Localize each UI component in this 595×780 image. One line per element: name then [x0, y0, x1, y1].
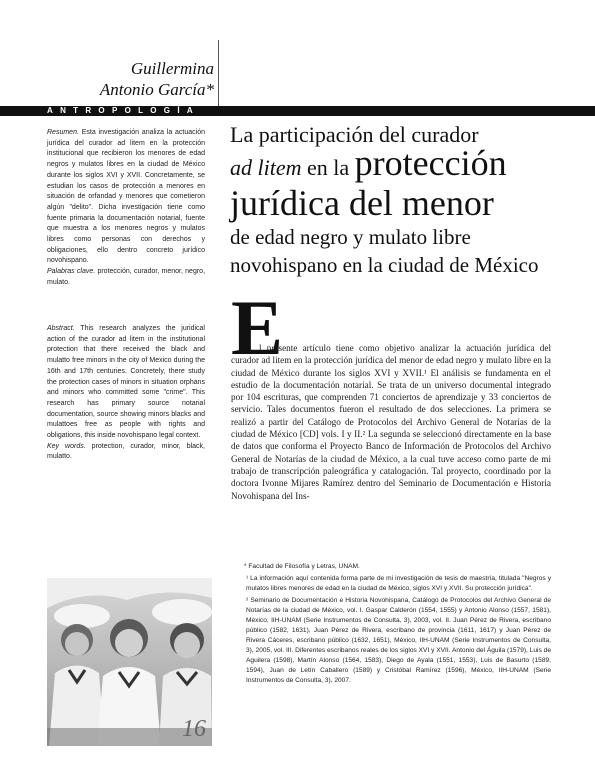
author-name [100, 58, 214, 100]
key-words-label: Key words. [47, 442, 86, 450]
drop-cap: E [231, 284, 284, 371]
resumen-paragraph [47, 128, 205, 267]
resumen-block [47, 128, 205, 289]
body-paragraph [231, 342, 551, 502]
title-mid: en la [301, 155, 355, 180]
section-bar [0, 106, 595, 116]
keywords-label: Palabras clave. [47, 268, 96, 276]
title-line-4: de edad negro y mulato libre [230, 225, 471, 249]
header-rule [218, 40, 219, 115]
section-label: ANTROPOLOGÍA [47, 106, 200, 115]
resumen-label: Resumen. [47, 129, 79, 136]
title-italic: ad litem [230, 155, 302, 180]
footnote-affiliation: * Facultad de Filosofía y Letras, UNAM. [244, 563, 360, 570]
key-words-text: protection, curador, minor, black, mulatto. [47, 442, 206, 461]
footnote-1: ¹ La información aquí contenida forma parte de mi investigación de tesis de maestría, titulada "Negros y mulatos libres menores de edad en la ciudad de México, siglos XVI y XVII. Su protección jurídica". [246, 575, 551, 592]
abstract-label: Abstract. [47, 325, 75, 332]
keywords-text: protección, curador, menor, negro, mulato. [47, 268, 206, 286]
abstract-text: This research analyzes the juridical action of the curador ad litem in the institutional protection that there received the black and mulatto free minors in the city of Mexico during the 16th and 17th centuries. Concretely, there study the protection cases of minors in situation orphans and minors who committed some "crime". This research has primary source notarial documentation, source showing minors blacks and mulattoes free as people with rights and obligations, this inside novohispano legal context. [47, 325, 205, 440]
resumen-keywords [47, 267, 205, 288]
title-line-1: La participación del curador [230, 122, 479, 147]
resumen-text: Esta investigación analiza la actuación jurídica del curador ad litem en la protección institucional que recibieron los menores de edad negros y mulatos libres en la ciudad de México durante los siglos XVI y XVII. Concretamente, se estudian los casos de protección a menores en situación de orfandad y menores que cometieron algún "delito". Dicha investigación tiene como fuente primaria la documentación notarial, fuente que muestra a los menores negros y mulatos libres como personas con derechos y obligaciones, ello dentro concreto jurídico novohispano. [47, 129, 205, 265]
title-line-3: jurídica del menor [230, 183, 494, 223]
title-line-2 [230, 143, 570, 183]
title-big: protección [354, 143, 507, 183]
author-line-1: Guillermina [130, 59, 214, 78]
author-line-2: Antonio García* [99, 80, 214, 99]
article-title [230, 122, 570, 279]
abstract-block [47, 324, 205, 463]
abstract-paragraph [47, 324, 205, 442]
abstract-keywords [47, 442, 205, 463]
title-line-5: novohispano en la ciudad de México [230, 253, 539, 277]
body-text [231, 342, 551, 502]
footnotes [246, 562, 551, 688]
footnote-2: ² Seminario de Documentación e Historia Novohispana, Catálogo de Protocolos del Archivo General de Notarías de la ciudad de México, vol. I. Gaspar Calderón (1554, 1555) y Antonio Alonso (1557, 1581), México, IIH-UNAM (Serie Instrumentos de Consulta, 3), 2003, vol. II. Juan Pérez de Rivera, escribano público (1582, 1631), Juan Pérez de Rivera, escribano de provincia (1611, 1617) y Juan Pérez de Rivera Cáceres, escribano público (1632, 1651), México, IIH-UNAM (Serie Instrumentos de Consulta, 3), 2005, vol. III. Diferentes escribanos reales de los siglos XVI y XVII. Antonio del Águila (1579), Luis de Aguilera (1598), Martín Alonso (1564, 1583), Diego de Ayala (1551, 1553), Luis de Basurto (1589, 1594), Juan de Letín Caballero (1589) y Cristóbal Ramírez (1596), México, IIH-UNAM (Serie Instrumentos de Consulta, 3), 2007. [246, 597, 551, 684]
page-number: 16 [182, 716, 206, 742]
body-paragraph-text: l presente artículo tiene como objetivo analizar la actuación jurídica del curador ad litem en la protección jurídica del menor de edad negro y mulato libre en la ciudad de México durante los siglos XVI y XVII.¹ El análisis se fundamenta en el estudio de la documentación notarial. Se trata de un universo documental integrado por 104 escrituras, que comprenden 71 conciertos de aprendizaje y 33 conciertos de servicio. Tales documentos fueron el resultado de dos selecciones. La primera se realizó a partir del Catálogo de Protocolos del Archivo General de Notarías de la ciudad de México [CD] vols. I y II.² La segunda se seleccionó directamente en la base de datos que conforma el Proyecto Banco de Información de Protocolos del Archivo General de Notarías de la ciudad de México, a la cual tuve acceso como parte de mi trabajo de transcripción paleográfica y catalogación. Tal proyecto, coordinado por la doctora Ivonne Mijares Ramírez dentro del Seminario de Documentación e Historia Novohispana del Ins- [231, 343, 551, 501]
